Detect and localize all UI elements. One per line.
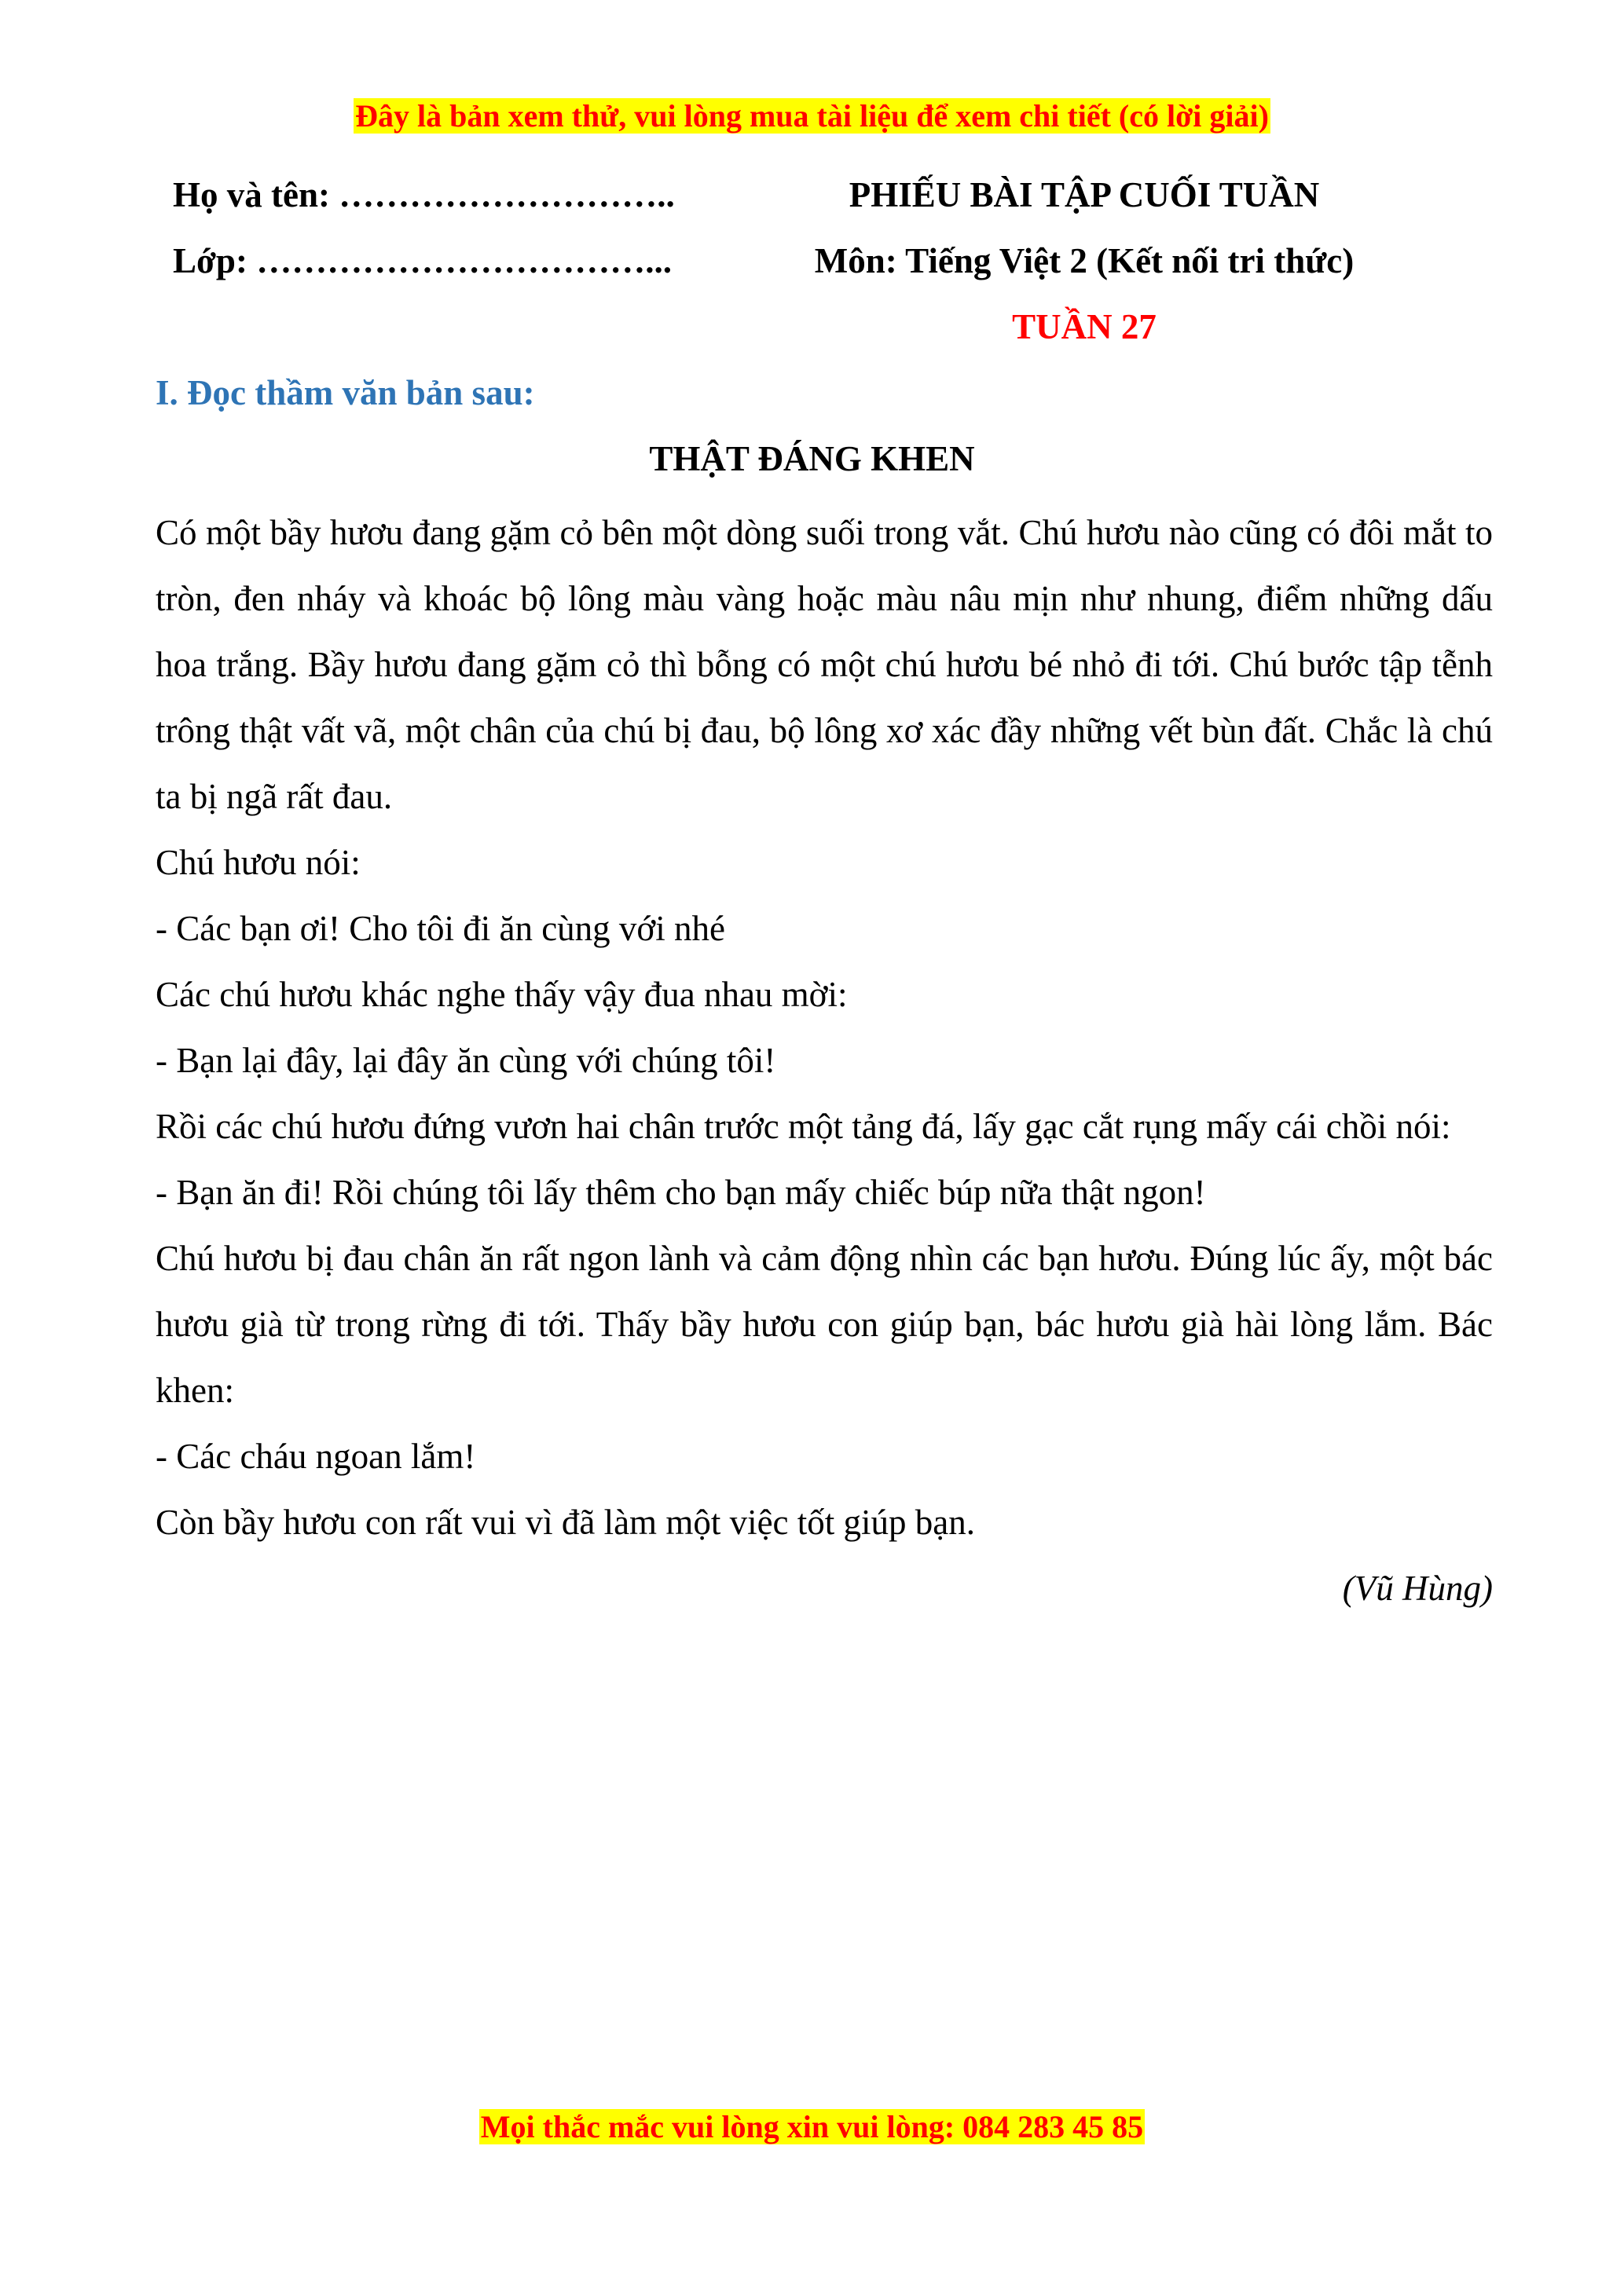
subject-line: Môn: Tiếng Việt 2 (Kết nối tri thức) bbox=[814, 241, 1355, 280]
story-title: THẬT ĐÁNG KHEN bbox=[649, 439, 975, 478]
contact-banner bbox=[0, 2107, 1624, 2148]
story-paragraph: Chú hươu nói: bbox=[156, 843, 361, 882]
story-body bbox=[156, 500, 1493, 1621]
story-paragraph: Chú hươu bị đau chân ăn rất ngon lành và cảm động nhìn các bạn hươu. Đúng lúc ấy, một bác hươu già từ trong rừng đi tới. Thấy bầy hươu con giúp bạn, bác hươu già hài lòng lắm. Bác khen: bbox=[156, 1239, 1493, 1410]
contact-text: Mọi thắc mắc vui lòng xin vui lòng: 084 283 45 85 bbox=[480, 2109, 1144, 2144]
story-paragraph: Các chú hươu khác nghe thấy vậy đua nhau mời: bbox=[156, 975, 848, 1014]
story-paragraph: Rồi các chú hươu đứng vươn hai chân trước một tảng đá, lấy gạc cắt rụng mấy cái chồi nói: bbox=[156, 1107, 1451, 1146]
preview-notice-banner bbox=[0, 96, 1624, 137]
section-heading: I. Đọc thầm văn bản sau: bbox=[156, 373, 535, 412]
story-paragraph: - Bạn lại đây, lại đây ăn cùng với chúng tôi! bbox=[156, 1041, 776, 1080]
story-paragraph: Có một bầy hươu đang gặm cỏ bên một dòng suối trong vắt. Chú hươu nào cũng có đôi mắt to tròn, đen nháy và khoác bộ lông màu vàng hoặc màu nâu mịn như nhung, điểm những dấu hoa trắng. Bầy hươu đang gặm cỏ thì bỗng có một chú hươu bé nhỏ đi tới. Chú bước tập tễnh trông thật vất vã, một chân của chú bị đau, bộ lông xơ xác đầy những vết bùn đất. Chắc là chú ta bị ngã rất đau. bbox=[156, 513, 1493, 816]
story-author: (Vũ Hùng) bbox=[1342, 1569, 1493, 1608]
story-paragraph: Còn bầy hươu con rất vui vì đã làm một việc tốt giúp bạn. bbox=[156, 1503, 975, 1542]
sheet-title: PHIẾU BÀI TẬP CUỐI TUẦN bbox=[849, 175, 1320, 214]
story-paragraph: - Các bạn ơi! Cho tôi đi ăn cùng với nhé bbox=[156, 909, 725, 948]
student-name-field: Họ và tên: ……………………….. bbox=[173, 175, 675, 214]
story-paragraph: - Bạn ăn đi! Rồi chúng tôi lấy thêm cho bạn mấy chiếc búp nữa thật ngon! bbox=[156, 1173, 1206, 1212]
story-paragraph: - Các cháu ngoan lắm! bbox=[156, 1437, 476, 1476]
preview-notice-text: Đây là bản xem thử, vui lòng mua tài liệu để xem chi tiết (có lời giải) bbox=[355, 98, 1269, 134]
week-label: TUẦN 27 bbox=[1012, 307, 1157, 346]
class-field: Lớp: ……………………………... bbox=[173, 241, 672, 280]
